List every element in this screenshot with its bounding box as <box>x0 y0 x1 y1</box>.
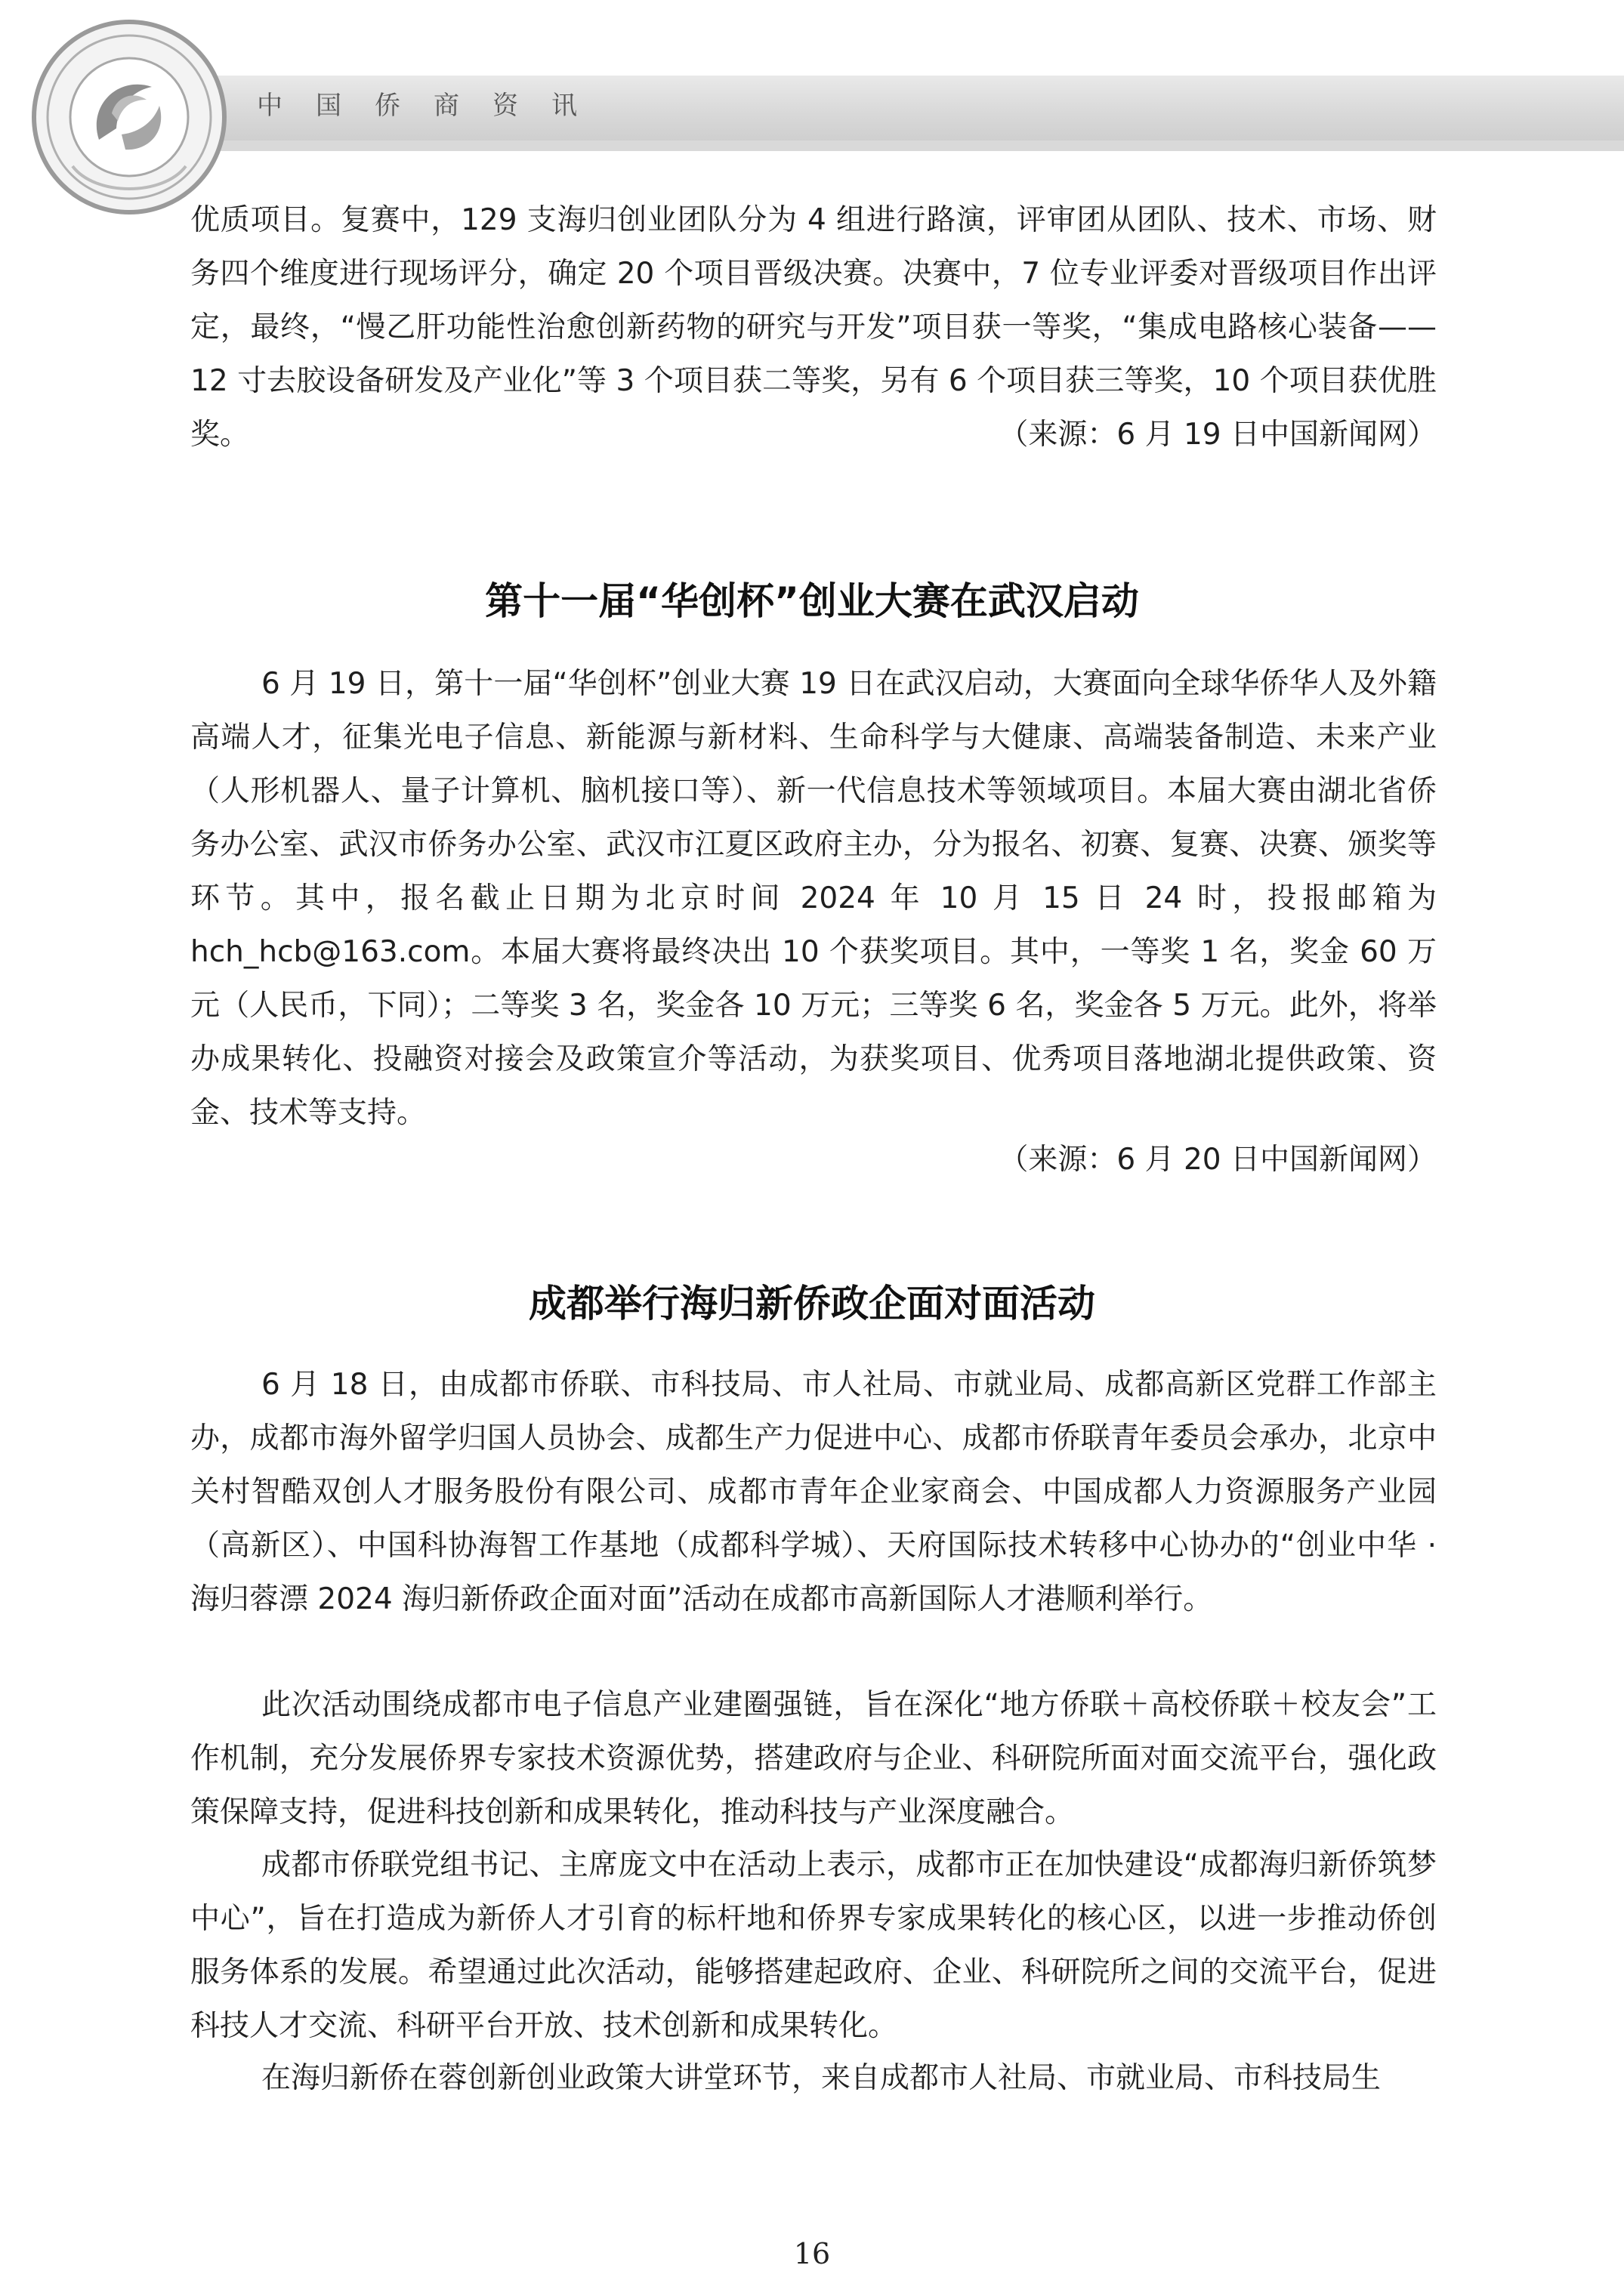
article2-title: 成都举行海归新侨政企面对面活动 <box>529 1282 1095 1325</box>
organization-logo-icon <box>27 15 231 219</box>
article2-paragraph-2: 此次活动围绕成都市电子信息产业建圈强链，旨在深化“地方侨联＋高校侨联＋校友会”工作机制，充分发展侨界专家技术资源优势，搭建政府与企业、科研院所面对面交流平台，强化政策保障支持，促进科技创新和成果转化，推动科技与产业深度融合。 <box>190 1688 1437 1829</box>
intro-source: （来源：6 月 19 日中国新闻网） <box>999 418 1437 452</box>
article2-paragraph-4: 在海归新侨在蓉创新创业政策大讲堂环节，来自成都市人社局、市就业局、市科技局生 <box>261 2061 1382 2095</box>
article2-paragraph-3: 成都市侨联党组书记、主席庞文中在活动上表示，成都市正在加快建设“成都海归新侨筑梦中心”，旨在打造成为新侨人才引育的标杆地和侨界专家成果转化的核心区，以进一步推动侨创服务体系的发展。希望通过此次活动，能够搭建起政府、企业、科研院所之间的交流平台，促进科技人才交流、科研平台开放、技术创新和成果转化。 <box>190 1848 1437 2043</box>
header-band-lower <box>106 140 1624 151</box>
page-number: 16 <box>793 2237 831 2270</box>
article1-title: 第十一届“华创杯”创业大赛在武汉启动 <box>485 579 1139 623</box>
article1-source: （来源：6 月 20 日中国新闻网） <box>999 1143 1437 1177</box>
article2-paragraph-1: 6 月 18 日，由成都市侨联、市科技局、市人社局、市就业局、成都高新区党群工作部主办，成都市海外留学归国人员协会、成都生产力促进中心、成都市侨联青年委员会承办，北京中关村智酷双创人才服务股份有限公司、成都市青年企业家商会、中国成都人力资源服务产业园（高新区）、中国科协海智工作基地（成都科学城）、天府国际技术转移中心协办的“创业中华 · 海归蓉漂 2024 海归新侨政企面对面”活动在成都市高新国际人才港顺利举行。 <box>190 1368 1437 1616</box>
publication-title: 中国侨商资讯 <box>257 91 610 121</box>
article1-paragraph: 6 月 19 日，第十一届“华创杯”创业大赛 19 日在武汉启动，大赛面向全球华侨华人及外籍高端人才，征集光电子信息、新能源与新材料、生命科学与大健康、高端装备制造、未来产业（人形机器人、量子计算机、脑机接口等）、新一代信息技术等领域项目。本届大赛由湖北省侨务办公室、武汉市侨务办公室、武汉市江夏区政府主办，分为报名、初赛、复赛、决赛、颁奖等环节。其中，报名截止日期为北京时间 2024 年 10 月 15 日 24 时，投报邮箱为 hch_hcb@163.com。本届大赛将最终决出 10 个获奖项目。其中，一等奖 1 名，奖金 60 万元（人民币，下同）；二等奖 3 名，奖金各 10 万元；三等奖 6 名，奖金各 5 万元。此外，将举办成果转化、投融资对接会及政策宣介等活动，为获奖项目、优秀项目落地湖北提供政策、资金、技术等支持。 <box>190 667 1437 1130</box>
intro-paragraph: 优质项目。复赛中，129 支海归创业团队分为 4 组进行路演，评审团从团队、技术、市场、财务四个维度进行现场评分，确定 20 个项目晋级决赛。决赛中，7 位专业评委对晋级项目作出评定，最终，“慢乙肝功能性治愈创新药物的研究与开发”项目获一等奖，“集成电路核心装备——12 寸去胶设备研发及产业化”等 3 个项目获二等奖，另有 6 个项目获三等奖，10 个项目获优胜奖。 <box>190 203 1437 452</box>
